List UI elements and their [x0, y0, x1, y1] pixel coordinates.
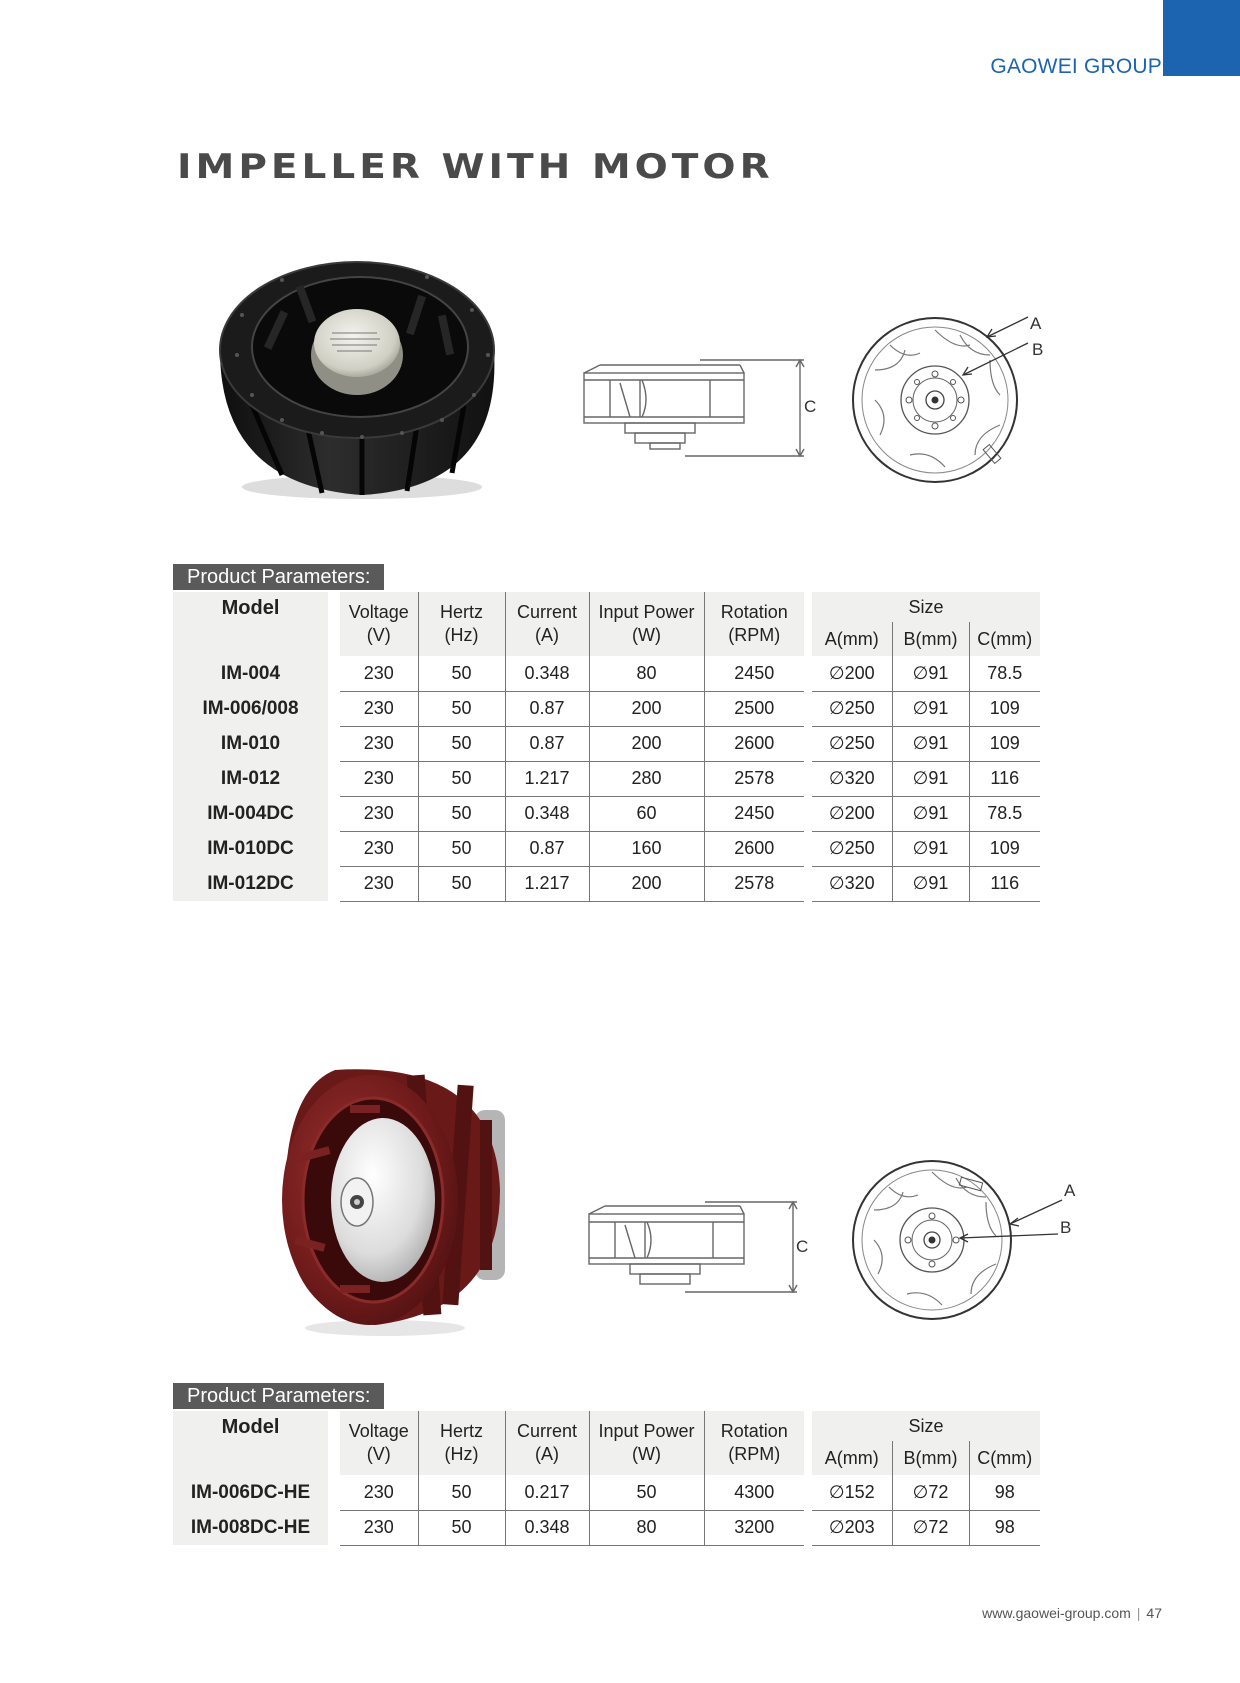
table-row	[173, 656, 1040, 691]
footer-url: www.gaowei-group.com	[982, 1605, 1131, 1621]
input-power-header: Input Power (W)	[589, 1411, 704, 1475]
size-c-cell: 109	[969, 831, 1040, 866]
footer: www.gaowei-group.com | 47	[982, 1605, 1162, 1621]
size-c-cell: 78.5	[969, 656, 1040, 691]
size-b-cell: ∅91	[892, 831, 969, 866]
model-cell: IM-010DC	[173, 831, 328, 866]
size-c-cell: 98	[969, 1475, 1040, 1510]
table-row	[173, 796, 1040, 831]
hertz-cell: 50	[418, 691, 505, 726]
voltage-cell: 230	[340, 1510, 418, 1545]
table-row	[173, 831, 1040, 866]
voltage-cell: 230	[340, 831, 418, 866]
model-cell: IM-010	[173, 726, 328, 761]
size-a-header: A(mm)	[812, 622, 892, 656]
current-cell: 0.348	[505, 656, 589, 691]
product-parameters-table-2	[173, 1411, 1040, 1546]
hertz-cell: 50	[418, 796, 505, 831]
dimension-b-label: B	[1032, 340, 1044, 359]
product-parameters-label-2: Product Parameters:	[173, 1383, 384, 1409]
size-a-header: A(mm)	[812, 1441, 892, 1475]
input-power-cell: 280	[589, 761, 704, 796]
input-power-cell: 200	[589, 866, 704, 901]
size-b-cell: ∅91	[892, 726, 969, 761]
impeller-side-dimension-drawing-2	[585, 1200, 815, 1300]
hertz-cell: 50	[418, 1510, 505, 1545]
table-row	[173, 866, 1040, 901]
dimension-a-label-2: A	[1064, 1181, 1076, 1200]
size-c-cell: 109	[969, 726, 1040, 761]
hertz-cell: 50	[418, 1475, 505, 1510]
hertz-cell: 50	[418, 726, 505, 761]
impeller-side-dimension-drawing	[580, 355, 820, 465]
model-header: Model	[173, 592, 328, 656]
current-header: Current (A)	[505, 1411, 589, 1475]
current-cell: 0.217	[505, 1475, 589, 1510]
rotation-cell: 2600	[704, 831, 804, 866]
current-cell: 0.348	[505, 796, 589, 831]
dimension-c-label-2: C	[796, 1237, 809, 1256]
table-row	[173, 726, 1040, 761]
input-power-header: Input Power (W)	[589, 592, 704, 656]
impeller-front-dimension-drawing-2	[850, 1158, 1080, 1333]
rotation-cell: 4300	[704, 1475, 804, 1510]
model-cell: IM-012	[173, 761, 328, 796]
voltage-cell: 230	[340, 656, 418, 691]
size-c-cell: 116	[969, 866, 1040, 901]
size-a-cell: ∅152	[812, 1475, 892, 1510]
page-title: IMPELLER WITH MOTOR	[177, 148, 774, 187]
size-a-cell: ∅250	[812, 726, 892, 761]
current-cell: 0.87	[505, 831, 589, 866]
size-a-cell: ∅320	[812, 866, 892, 901]
rotation-header: Rotation (RPM)	[704, 1411, 804, 1475]
hertz-header: Hertz (Hz)	[418, 1411, 505, 1475]
size-c-cell: 116	[969, 761, 1040, 796]
voltage-cell: 230	[340, 691, 418, 726]
size-b-cell: ∅91	[892, 796, 969, 831]
size-a-cell: ∅200	[812, 656, 892, 691]
size-c-cell: 78.5	[969, 796, 1040, 831]
model-cell: IM-006DC-HE	[173, 1475, 328, 1510]
rotation-cell: 2578	[704, 761, 804, 796]
size-a-cell: ∅203	[812, 1510, 892, 1545]
size-b-cell: ∅91	[892, 866, 969, 901]
black-impeller-with-motor-photo	[212, 255, 502, 505]
table-row	[173, 1475, 1040, 1510]
model-header: Model	[173, 1411, 328, 1475]
current-header: Current (A)	[505, 592, 589, 656]
hertz-cell: 50	[418, 831, 505, 866]
rotation-cell: 3200	[704, 1510, 804, 1545]
model-cell: IM-004DC	[173, 796, 328, 831]
rotation-cell: 2450	[704, 656, 804, 691]
current-cell: 0.87	[505, 691, 589, 726]
voltage-header: Voltage (V)	[340, 592, 418, 656]
size-c-header: C(mm)	[969, 622, 1040, 656]
size-header: Size	[812, 1411, 1040, 1441]
voltage-header: Voltage (V)	[340, 1411, 418, 1475]
size-b-cell: ∅91	[892, 691, 969, 726]
input-power-cell: 50	[589, 1475, 704, 1510]
voltage-cell: 230	[340, 761, 418, 796]
voltage-cell: 230	[340, 726, 418, 761]
size-a-cell: ∅200	[812, 796, 892, 831]
dimension-c-label: C	[804, 397, 817, 416]
rotation-cell: 2578	[704, 866, 804, 901]
corner-tab	[1163, 0, 1240, 76]
page-number: 47	[1146, 1605, 1162, 1621]
size-c-cell: 109	[969, 691, 1040, 726]
size-c-cell: 98	[969, 1510, 1040, 1545]
size-a-cell: ∅250	[812, 831, 892, 866]
model-cell: IM-004	[173, 656, 328, 691]
size-b-cell: ∅72	[892, 1475, 969, 1510]
product-parameters-label: Product Parameters:	[173, 564, 384, 590]
current-cell: 1.217	[505, 761, 589, 796]
input-power-cell: 60	[589, 796, 704, 831]
size-a-cell: ∅250	[812, 691, 892, 726]
model-cell: IM-008DC-HE	[173, 1510, 328, 1545]
size-c-header: C(mm)	[969, 1441, 1040, 1475]
size-b-header: B(mm)	[892, 1441, 969, 1475]
rotation-cell: 2450	[704, 796, 804, 831]
size-b-header: B(mm)	[892, 622, 969, 656]
rotation-cell: 2500	[704, 691, 804, 726]
dimension-b-label-2: B	[1060, 1218, 1072, 1237]
table-row	[173, 761, 1040, 796]
model-cell: IM-006/008	[173, 691, 328, 726]
size-header: Size	[812, 592, 1040, 622]
input-power-cell: 160	[589, 831, 704, 866]
size-b-cell: ∅72	[892, 1510, 969, 1545]
model-cell: IM-012DC	[173, 866, 328, 901]
brand-name: GAOWEI GROUP	[990, 55, 1162, 78]
input-power-cell: 80	[589, 1510, 704, 1545]
size-b-cell: ∅91	[892, 656, 969, 691]
hertz-cell: 50	[418, 656, 505, 691]
hertz-header: Hertz (Hz)	[418, 592, 505, 656]
product-parameters-table	[173, 592, 1040, 902]
table-row	[173, 691, 1040, 726]
current-cell: 0.348	[505, 1510, 589, 1545]
hertz-cell: 50	[418, 866, 505, 901]
input-power-cell: 80	[589, 656, 704, 691]
voltage-cell: 230	[340, 796, 418, 831]
rotation-header: Rotation (RPM)	[704, 592, 804, 656]
table-row	[173, 1510, 1040, 1545]
dimension-a-label: A	[1030, 315, 1042, 333]
current-cell: 0.87	[505, 726, 589, 761]
voltage-cell: 230	[340, 1475, 418, 1510]
impeller-front-dimension-drawing	[850, 315, 1070, 495]
red-impeller-with-motor-photo	[275, 1060, 535, 1340]
rotation-cell: 2600	[704, 726, 804, 761]
size-b-cell: ∅91	[892, 761, 969, 796]
hertz-cell: 50	[418, 761, 505, 796]
current-cell: 1.217	[505, 866, 589, 901]
size-a-cell: ∅320	[812, 761, 892, 796]
input-power-cell: 200	[589, 726, 704, 761]
voltage-cell: 230	[340, 866, 418, 901]
input-power-cell: 200	[589, 691, 704, 726]
